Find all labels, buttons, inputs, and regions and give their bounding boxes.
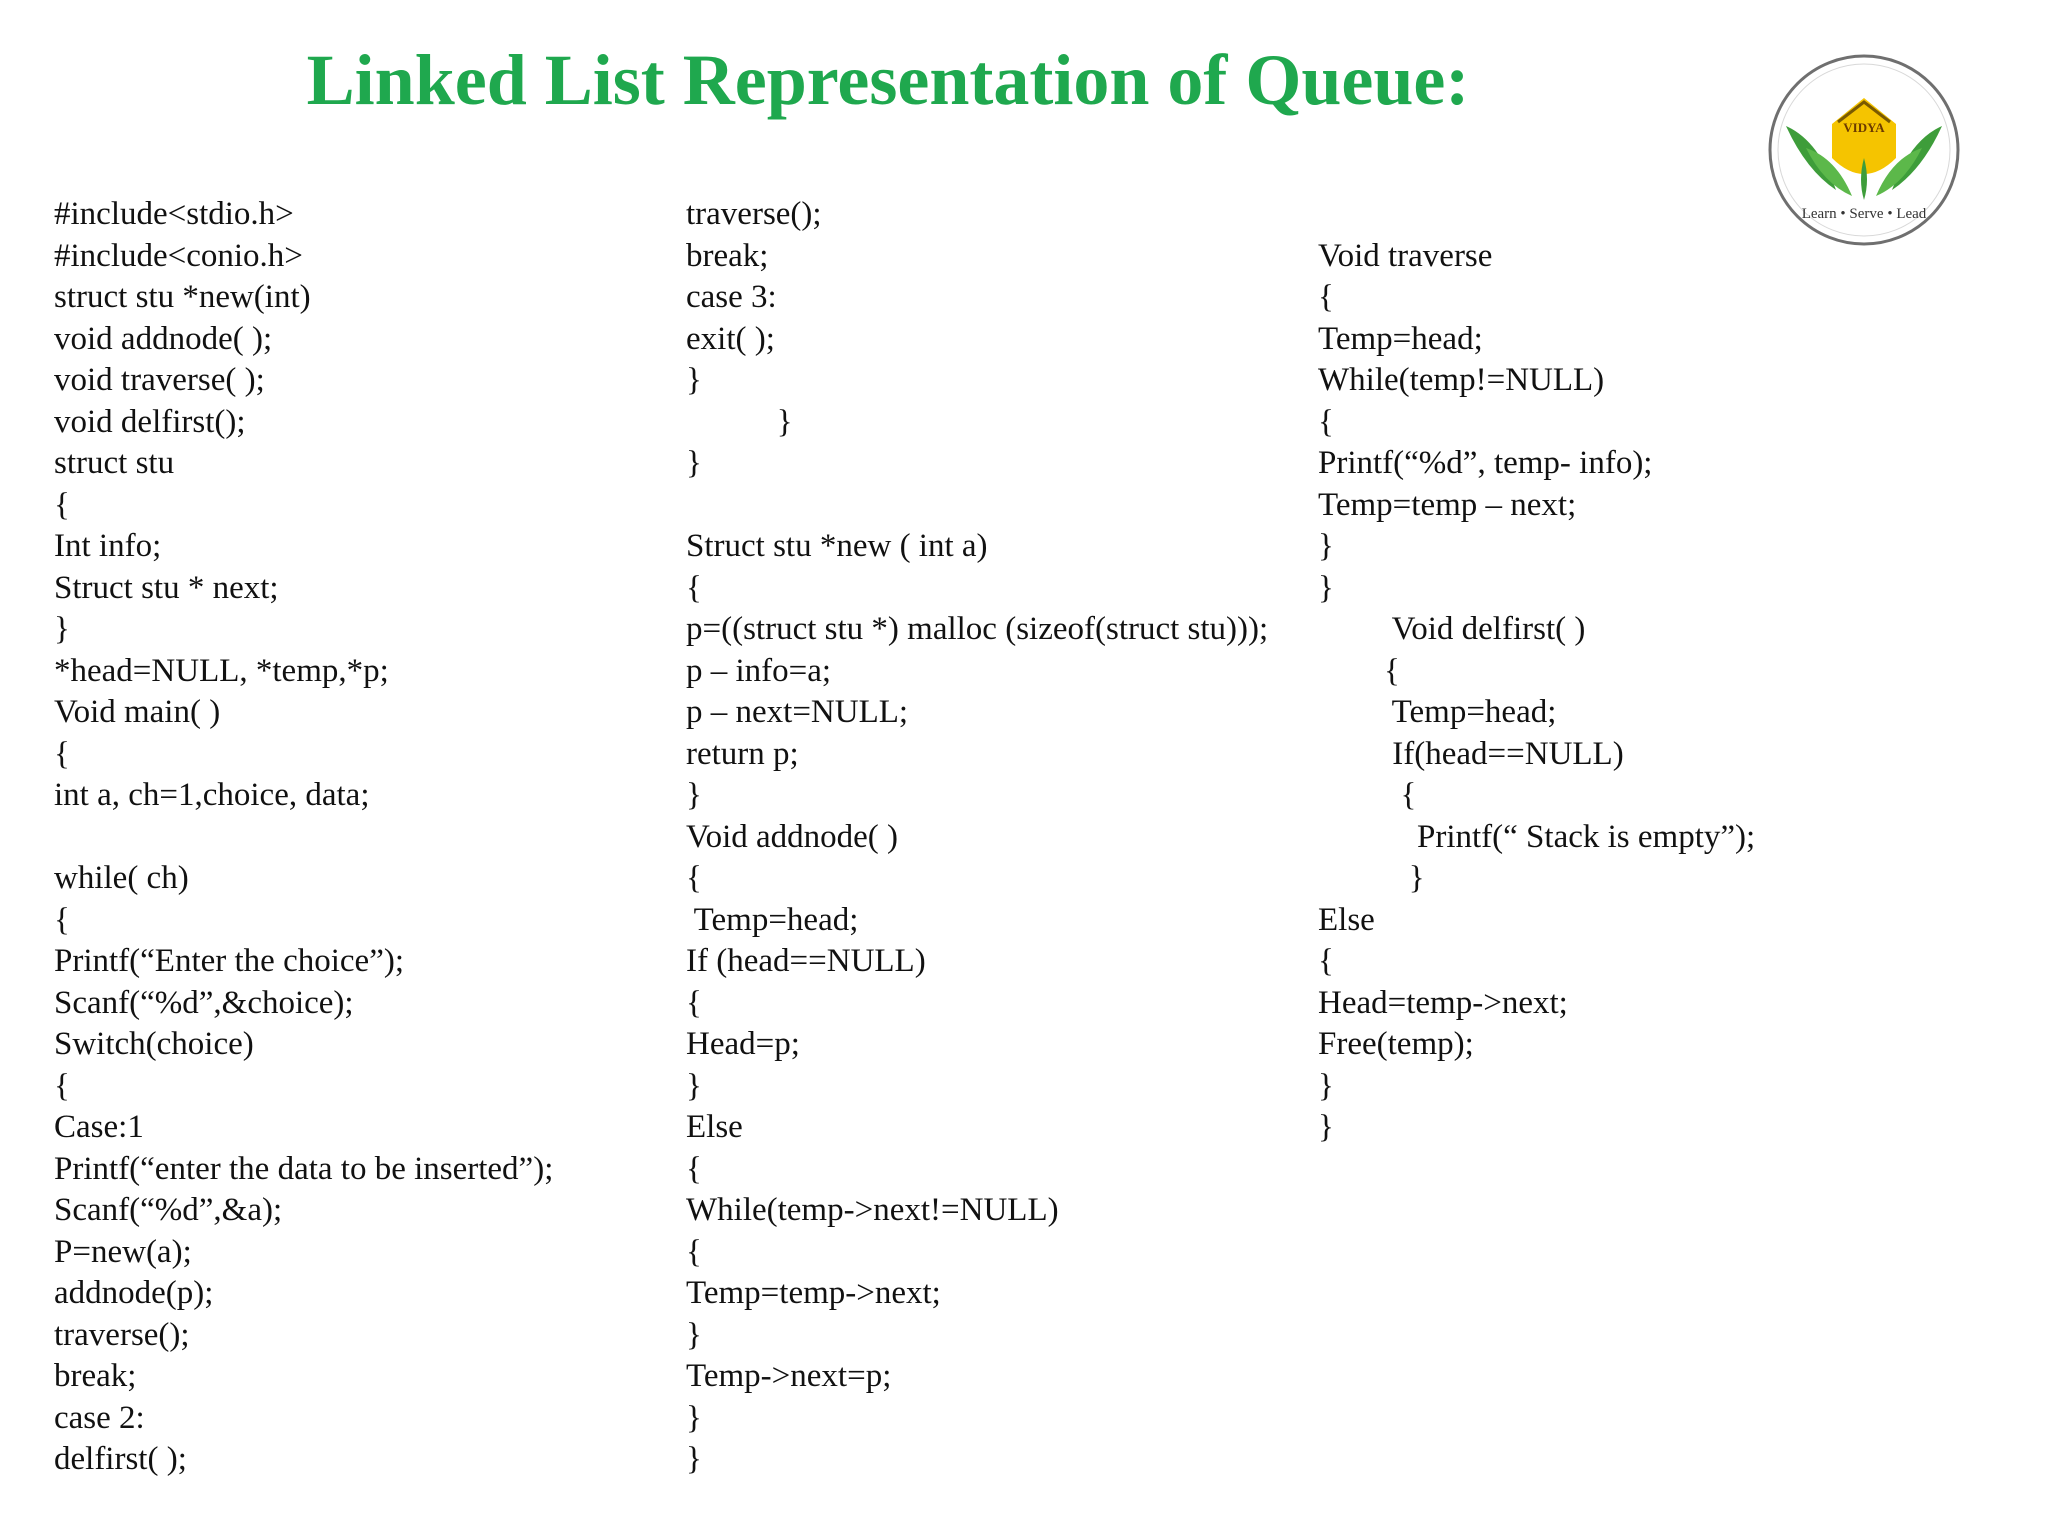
code-line: Void main( ) bbox=[54, 694, 221, 730]
code-line: Temp=temp – next; bbox=[1318, 486, 1577, 523]
code-line: P=new(a); bbox=[54, 1233, 192, 1270]
code-line: } bbox=[686, 777, 702, 813]
code-line: } bbox=[686, 1067, 702, 1104]
code-line: Scanf(“%d”,&a); bbox=[54, 1192, 283, 1228]
code-line: } bbox=[686, 1316, 702, 1353]
code-line: { bbox=[1318, 777, 1417, 813]
code-line: #include<stdio.h> bbox=[54, 196, 294, 232]
code-line: { bbox=[54, 901, 70, 938]
code-line: { bbox=[1318, 279, 1334, 315]
code-line: If (head==NULL) bbox=[686, 943, 926, 979]
code-line: void traverse( ); bbox=[54, 362, 265, 398]
code-line: Switch(choice) bbox=[54, 1026, 254, 1062]
code-line: { bbox=[54, 1067, 70, 1104]
code-column-1 bbox=[54, 194, 553, 1481]
code-line: } bbox=[686, 362, 702, 398]
slide-title: Linked List Representation of Queue: bbox=[306, 40, 1470, 120]
code-line: Free(temp); bbox=[1318, 1026, 1474, 1062]
code-line: } bbox=[1318, 1067, 1334, 1104]
code-line: While(temp!=NULL) bbox=[1318, 362, 1605, 398]
code-line: case 3: bbox=[686, 279, 777, 315]
code-line: #include<conio.h> bbox=[54, 237, 303, 274]
code-line: } bbox=[54, 611, 70, 647]
code-line: Temp=temp->next; bbox=[686, 1275, 941, 1311]
vidya-logo-graphic bbox=[1766, 40, 1962, 256]
code-line: Temp->next=p; bbox=[686, 1358, 892, 1394]
code-line: p=((struct stu *) malloc (sizeof(struct stu))); bbox=[686, 611, 1269, 647]
code-line: exit( ); bbox=[686, 320, 775, 357]
code-line: break; bbox=[54, 1358, 137, 1394]
code-line: { bbox=[54, 486, 70, 523]
code-line: Printf(“%d”, temp- info); bbox=[1318, 445, 1653, 481]
code-line: { bbox=[686, 984, 702, 1021]
code-line: Printf(“ Stack is empty”); bbox=[1318, 818, 1756, 855]
code-line: int a, ch=1,choice, data; bbox=[54, 777, 370, 813]
code-line bbox=[1318, 194, 1755, 236]
code-column-2 bbox=[686, 194, 1268, 1481]
code-line: While(temp->next!=NULL) bbox=[686, 1192, 1059, 1228]
code-line: struct stu bbox=[54, 445, 175, 481]
code-line: Printf(“Enter the choice”); bbox=[54, 943, 404, 979]
code-line: } bbox=[1318, 860, 1425, 896]
code-line: return p; bbox=[686, 735, 799, 772]
code-line: { bbox=[1318, 652, 1400, 689]
code-line: { bbox=[686, 860, 702, 896]
code-line: Temp=head; bbox=[1318, 694, 1557, 730]
code-line: p – next=NULL; bbox=[686, 694, 909, 730]
code-line: Void traverse bbox=[1318, 237, 1493, 274]
code-line: delfirst( ); bbox=[54, 1441, 187, 1477]
code-line: Int info; bbox=[54, 528, 162, 564]
code-line: Temp=head; bbox=[1318, 320, 1483, 357]
code-line: Else bbox=[1318, 901, 1375, 938]
code-line: { bbox=[686, 1150, 702, 1187]
code-line: } bbox=[1318, 1109, 1334, 1145]
code-line: Case:1 bbox=[54, 1109, 144, 1145]
code-line: struct stu *new(int) bbox=[54, 279, 311, 315]
code-line: Struct stu * next; bbox=[54, 569, 279, 606]
code-line: { bbox=[1318, 403, 1334, 440]
code-line: } bbox=[1318, 569, 1334, 606]
code-line: { bbox=[686, 1233, 702, 1270]
code-line: } bbox=[686, 1399, 702, 1436]
code-line bbox=[686, 485, 1268, 527]
logo-tagline: Learn • Serve • Lead bbox=[1801, 206, 1927, 222]
code-line: Head=temp->next; bbox=[1318, 984, 1568, 1021]
code-line: { bbox=[54, 735, 70, 772]
code-line: break; bbox=[686, 237, 769, 274]
code-line: { bbox=[1318, 943, 1334, 979]
code-line: *head=NULL, *temp,*p; bbox=[54, 652, 389, 689]
code-line: } bbox=[686, 445, 702, 481]
code-line: Temp=head; bbox=[686, 901, 859, 938]
code-line: } bbox=[686, 1441, 702, 1477]
code-line: Printf(“enter the data to be inserted”); bbox=[54, 1150, 554, 1187]
code-line: If(head==NULL) bbox=[1318, 735, 1624, 772]
logo-brand-text: VIDYA bbox=[1843, 120, 1885, 135]
code-line: void addnode( ); bbox=[54, 320, 273, 357]
code-line: while( ch) bbox=[54, 860, 189, 896]
code-line: { bbox=[686, 569, 702, 606]
code-line: addnode(p); bbox=[54, 1275, 214, 1311]
code-line: Head=p; bbox=[686, 1026, 800, 1062]
code-line: Struct stu *new ( int a) bbox=[686, 528, 988, 564]
code-line: Else bbox=[686, 1109, 743, 1145]
code-line: traverse(); bbox=[686, 196, 822, 232]
code-line: traverse(); bbox=[54, 1316, 190, 1353]
code-line: Void addnode( ) bbox=[686, 818, 899, 855]
code-line: } bbox=[686, 403, 793, 440]
code-line: p – info=a; bbox=[686, 652, 832, 689]
code-line bbox=[54, 817, 553, 859]
vidya-logo bbox=[1766, 40, 1962, 256]
code-line: case 2: bbox=[54, 1399, 145, 1436]
code-line: Void delfirst( ) bbox=[1318, 611, 1586, 647]
code-line: Scanf(“%d”,&choice); bbox=[54, 984, 354, 1021]
code-line: void delfirst(); bbox=[54, 403, 246, 440]
code-column-3 bbox=[1318, 194, 1755, 1149]
code-line: } bbox=[1318, 528, 1334, 564]
